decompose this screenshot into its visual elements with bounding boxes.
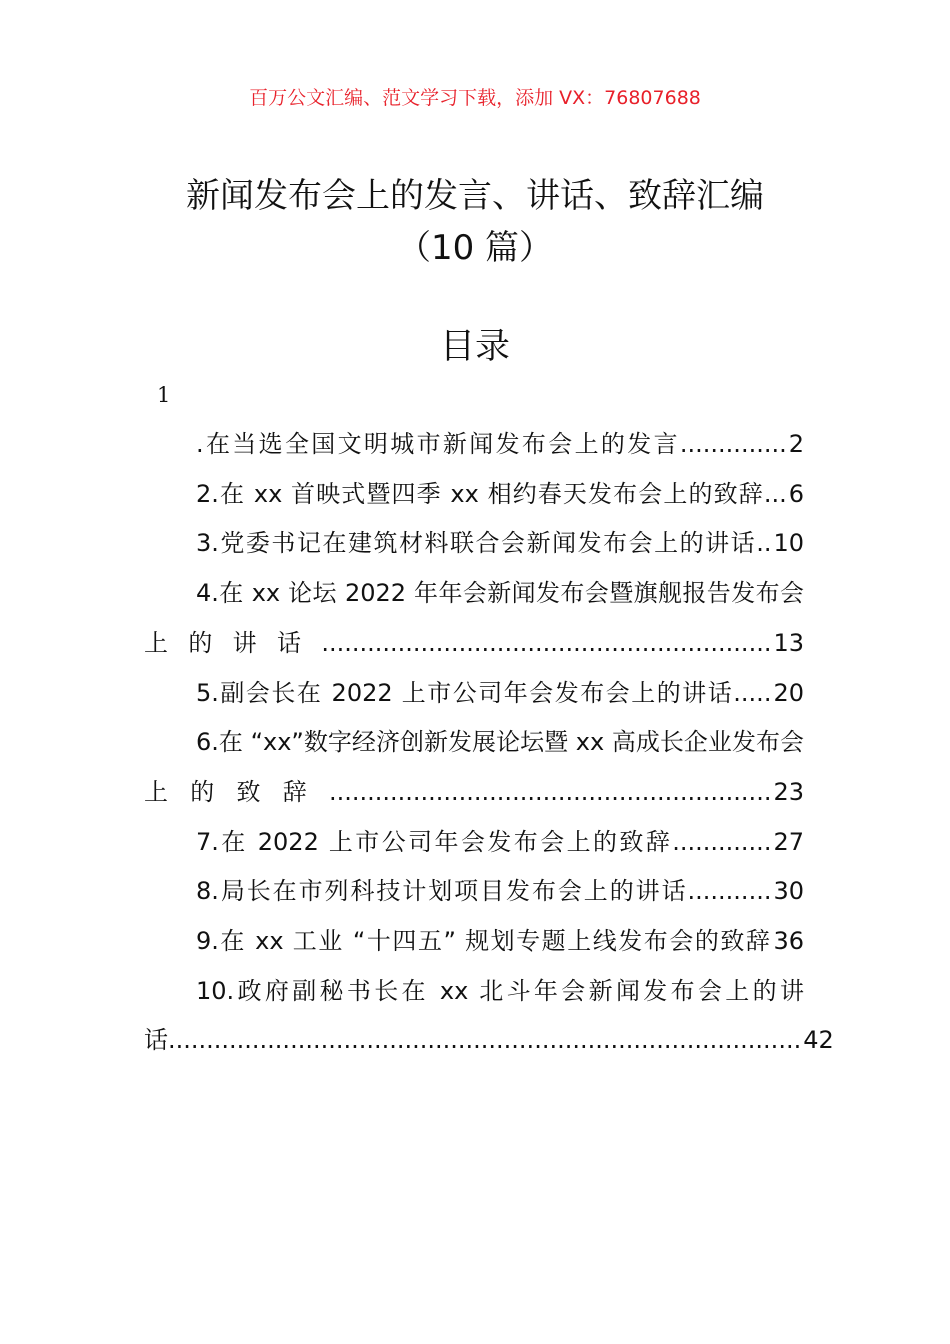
- toc-entry-leader: .............: [672, 827, 772, 856]
- toc-entry-10[interactable]: [144, 967, 834, 1066]
- toc-entry-title: 6.在 “xx”数字经济创新发展论坛暨 xx 高成长企业发布会上的致辞: [144, 728, 804, 806]
- toc-entry-page: 20: [773, 678, 804, 707]
- toc-entry-title: .在当选全国文明城市新闻发布会上的发言: [196, 430, 680, 458]
- toc-entry-5[interactable]: [144, 669, 804, 719]
- toc-entry-2[interactable]: [144, 470, 804, 520]
- toc-entry-1[interactable]: [144, 420, 804, 470]
- toc-heading: 目录: [439, 327, 510, 367]
- toc-entry-title: 8.局长在市列科技计划项目发布会上的讲话: [196, 877, 688, 906]
- toc-entry-8[interactable]: [144, 867, 804, 917]
- toc-entry-page: 6: [788, 479, 804, 508]
- toc-entry-leader: .....: [733, 678, 772, 707]
- toc-entry-7[interactable]: [144, 818, 804, 868]
- toc-entry-leader: ..........................................................: [328, 777, 772, 806]
- toc-entry-page: 30: [773, 877, 804, 906]
- toc-entry-page: 2: [788, 430, 804, 458]
- toc-entry-title: 7.在 2022 上市公司年会发布会上的致辞: [196, 827, 673, 856]
- document-title-line2: （10 篇）: [396, 228, 554, 268]
- toc-entry-page: 23: [773, 777, 804, 806]
- header-banner: 百万公文汇编、范文学习下载，添加 VX：76807688: [249, 87, 701, 109]
- toc-entry-leader: ...................................................................................: [168, 1026, 802, 1055]
- toc-entry-page: 10: [773, 529, 804, 558]
- table-of-contents: [144, 420, 834, 1066]
- toc-entry-page: 36: [773, 927, 804, 956]
- toc-entry-title: 5.副会长在 2022 上市公司年会发布会上的讲话: [196, 678, 734, 707]
- toc-entry-title: 4.在 xx 论坛 2022 年年会新闻发布会暨旗舰报告发布会上的讲话: [144, 579, 804, 657]
- toc-entry-page: 13: [773, 628, 804, 657]
- toc-entry-leader: ...........................................................: [321, 628, 772, 657]
- toc-entry-leader: ..: [756, 529, 772, 558]
- stray-page-number: 1: [157, 383, 171, 407]
- toc-entry-title: 10.政府副秘书长在 xx 北斗年会新闻发布会上的讲话: [144, 976, 804, 1055]
- toc-entry-9[interactable]: [144, 917, 804, 967]
- toc-entry-leader: ...........: [687, 877, 772, 906]
- toc-entry-page: 27: [773, 827, 804, 856]
- toc-entry-leader: ..............: [679, 430, 787, 458]
- toc-entry-title: 2.在 xx 首映式暨四季 xx 相约春天发布会上的致辞: [196, 479, 764, 508]
- toc-entry-6[interactable]: [144, 718, 804, 817]
- toc-entry-title: 3.党委书记在建筑材料联合会新闻发布会上的讲话: [196, 529, 757, 558]
- toc-entry-leader: ...: [763, 479, 787, 508]
- toc-entry-title: 9.在 xx 工业 “十四五” 规划专题上线发布会的致辞: [196, 927, 772, 956]
- document-title-line1: 新闻发布会上的发言、讲话、致辞汇编: [186, 176, 764, 216]
- toc-entry-3[interactable]: [144, 519, 804, 569]
- document-title: [0, 170, 950, 274]
- toc-entry-page: 42: [803, 1026, 834, 1055]
- toc-entry-4[interactable]: [144, 569, 804, 668]
